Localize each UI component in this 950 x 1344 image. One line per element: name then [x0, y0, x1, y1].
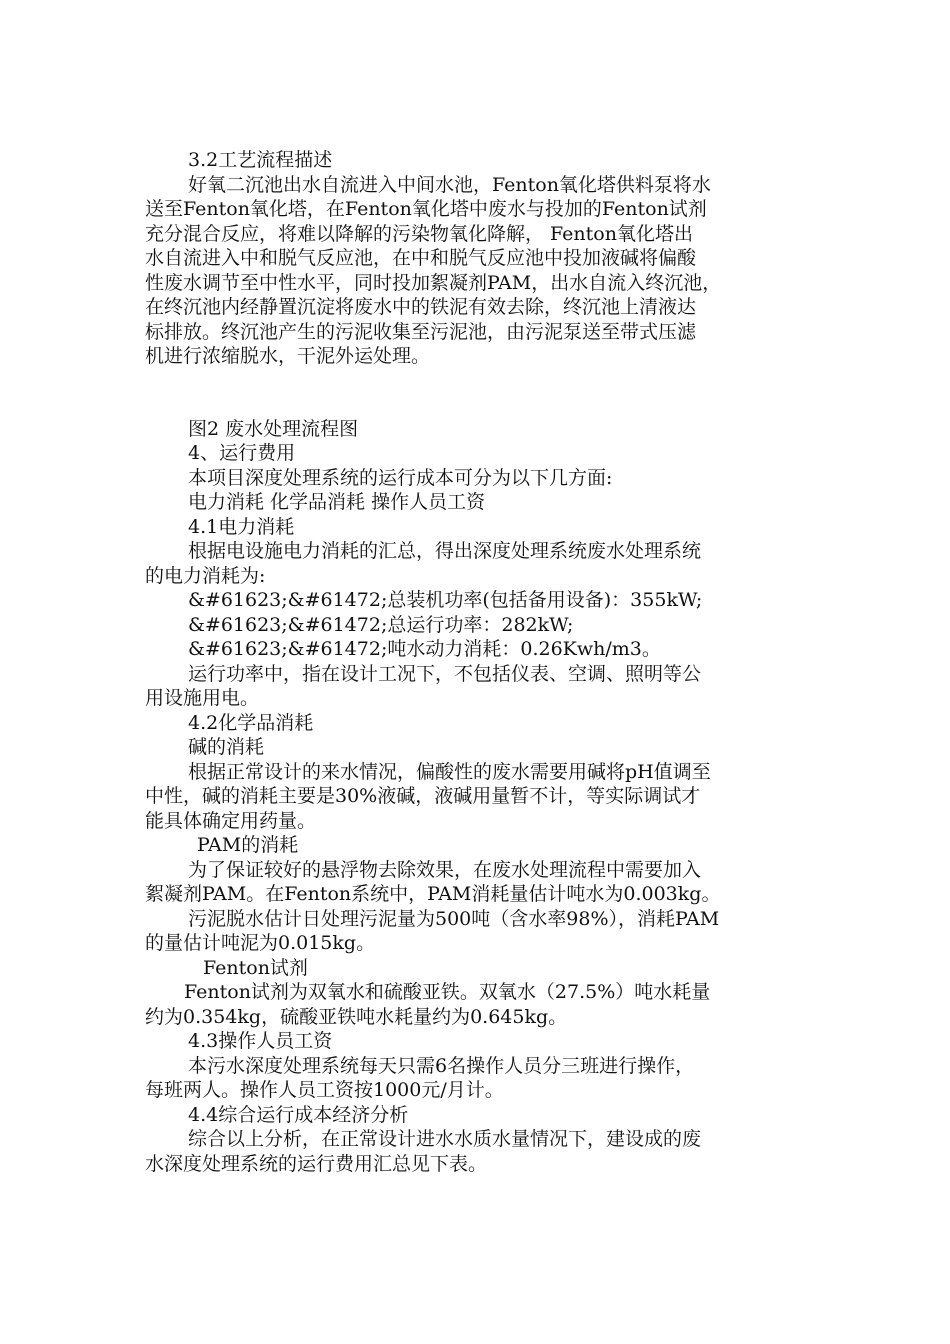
section-heading-4-2: 4.2化学品消耗 [188, 711, 314, 734]
paragraph-line: 送至Fenton氧化塔，在Fenton氧化塔中废水与投加的Fenton试剂 [145, 198, 707, 220]
paragraph-line: 能具体确定用药量。 [145, 809, 317, 832]
paragraph-line: 为了保证较好的悬浮物去除效果，在废水处理流程中需要加入 [188, 858, 702, 881]
paragraph-line: 运行功率中，指在设计工况下，不包括仪表、空调、照明等公 [188, 662, 702, 685]
subsection-title-alkali: 碱的消耗 [188, 736, 265, 758]
paragraph-line: Fenton试剂为双氧水和硫酸亚铁。双氧水（27.5%）吨水耗量 [184, 981, 711, 1003]
paragraph-line: 根据正常设计的来水情况，偏酸性的废水需要用碱将pH值调至 [188, 760, 711, 783]
paragraph-line: 的量估计吨泥为0.015kg。 [145, 932, 376, 954]
paragraph-line: 用设施用电。 [145, 687, 260, 709]
section-heading-4-3: 4.3操作人员工资 [188, 1030, 333, 1052]
paragraph-line: 机进行浓缩脱水，干泥外运处理。 [145, 345, 431, 367]
paragraph-line: 中性，碱的消耗主要是30%液碱，液碱用量暂不计，等实际调试才 [145, 785, 701, 807]
paragraph-line: 的电力消耗为: [145, 564, 266, 587]
section-heading-3-2: 3.2工艺流程描述 [188, 149, 333, 171]
paragraph-line: 性废水调节至中性水平，同时投加絮凝剂PAM，出水自流入终沉池， [145, 271, 722, 294]
power-bullet: &#61623;&#61472;总装机功率(包括备用设备)：355kW; [188, 589, 703, 611]
paragraph-line: 约为0.354kg，硫酸亚铁吨水耗量约为0.645kg。 [145, 1005, 568, 1028]
subsection-title-pam: PAM的消耗 [197, 834, 299, 856]
paragraph-line: 水深度处理系统的运行费用汇总见下表。 [145, 1152, 488, 1175]
paragraph-line: 充分混合反应，将难以降解的污染物氧化降解， Fenton氧化塔出 [145, 222, 693, 245]
spacer [145, 369, 805, 417]
section-heading-4-4: 4.4综合运行成本经济分析 [188, 1103, 409, 1126]
paragraph-line: 絮凝剂PAM。在Fenton系统中，PAM消耗量估计吨水为0.003kg。 [145, 883, 721, 905]
paragraph-line: 好氧二沉池出水自流进入中间水池，Fenton氧化塔供料泵将水 [188, 173, 711, 196]
paragraph-line: 根据电设施电力消耗的汇总，得出深度处理系统废水处理系统 [188, 540, 702, 562]
cost-items-line: 电力消耗 化学品消耗 操作人员工资 [188, 491, 486, 513]
subsection-title-fenton: Fenton试剂 [203, 956, 308, 979]
paragraph-line: 本项目深度处理系统的运行成本可分为以下几方面: [188, 466, 613, 489]
paragraph-line: 每班两人。操作人员工资按1000元/月计。 [145, 1079, 504, 1101]
section-heading-4: 4、运行费用 [188, 442, 296, 464]
power-bullet: &#61623;&#61472;吨水动力消耗：0.26Kwh/m3。 [188, 638, 661, 660]
paragraph-line: 标排放。终沉池产生的污泥收集至污泥池，由污泥泵送至带式压滤 [145, 320, 697, 343]
document-body [145, 148, 805, 1176]
paragraph-line: 污泥脱水估计日处理污泥量为500吨（含水率98%），消耗PAM [188, 907, 720, 930]
paragraph-line: 水自流进入中和脱气反应池，在中和脱气反应池中投加液碱将偏酸 [145, 247, 697, 269]
section-heading-4-1: 4.1电力消耗 [188, 515, 295, 538]
paragraph-line: 综合以上分析，在正常设计进水水质水量情况下，建设成的废 [188, 1128, 702, 1150]
figure-caption: 图2 废水处理流程图 [188, 417, 359, 440]
power-bullet: &#61623;&#61472;总运行功率：282kW; [188, 613, 574, 636]
paragraph-line: 本污水深度处理系统每天只需6名操作人员分三班进行操作， [188, 1054, 695, 1077]
paragraph-line: 在终沉池内经静置沉淀将废水中的铁泥有效去除，终沉池上清液达 [145, 296, 697, 318]
